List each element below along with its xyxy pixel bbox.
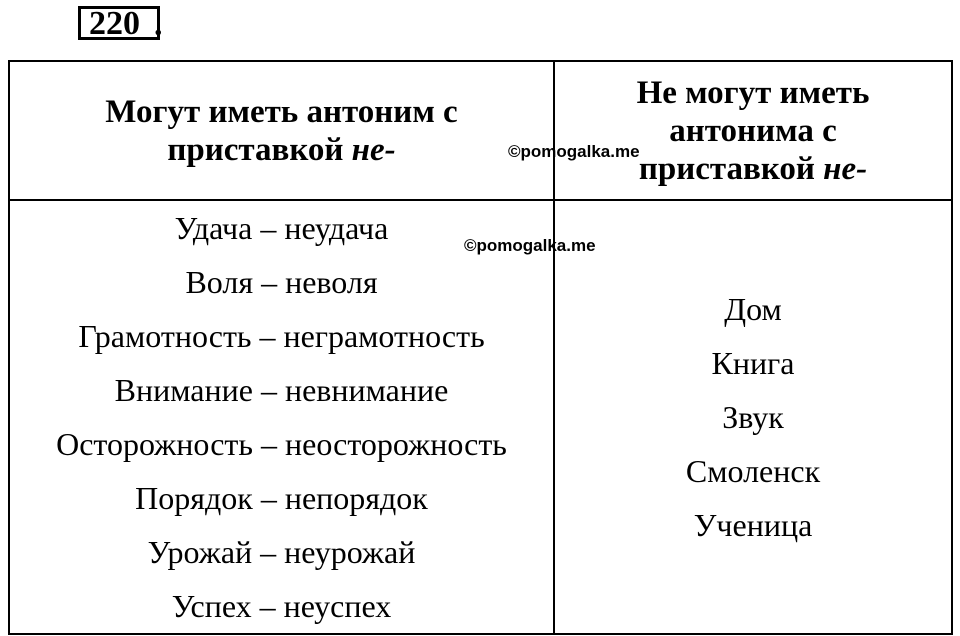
list-item: Осторожность – неосторожность: [56, 426, 507, 462]
list-cannot-have-antonym: [554, 200, 952, 634]
watermark: ©pomogalka.me: [464, 236, 596, 255]
task-number-dot: .: [154, 6, 163, 43]
prefix-ne-emphasis: не-: [351, 131, 396, 168]
task-number: 220: [89, 5, 140, 42]
list-item: Ученица: [693, 507, 813, 543]
header-cannot-have-antonym-text: Не могут иметь антонима с приставкой не-: [636, 74, 870, 187]
prefix-ne-emphasis: не-: [823, 150, 868, 187]
list-item: Дом: [724, 291, 782, 327]
list-item: Порядок – непорядок: [135, 480, 428, 516]
header-can-have-antonym-text: Могут иметь антоним с приставкой не-: [105, 93, 458, 168]
list-item: Книга: [711, 345, 795, 381]
list-item: Смоленск: [685, 453, 821, 489]
header-can-have-antonym: [9, 61, 554, 200]
header-cannot-have-antonym: [554, 61, 952, 200]
list-can-have-antonym: [9, 200, 554, 634]
table-body-row: [9, 200, 952, 634]
list-item: Звук: [722, 399, 784, 435]
list-item: Урожай – неурожай: [147, 534, 416, 570]
list-item: Удача – неудача: [174, 210, 389, 246]
list-item: Воля – неволя: [185, 264, 378, 300]
list-item: Грамотность – неграмотность: [78, 318, 485, 354]
antonym-table: [8, 60, 953, 635]
watermark: ©pomogalka.me: [508, 142, 640, 161]
task-number-box: [78, 6, 160, 40]
table-header-row: [9, 61, 952, 200]
list-item: Внимание – невнимание: [114, 372, 449, 408]
list-item: Успех – неуспех: [171, 588, 392, 624]
